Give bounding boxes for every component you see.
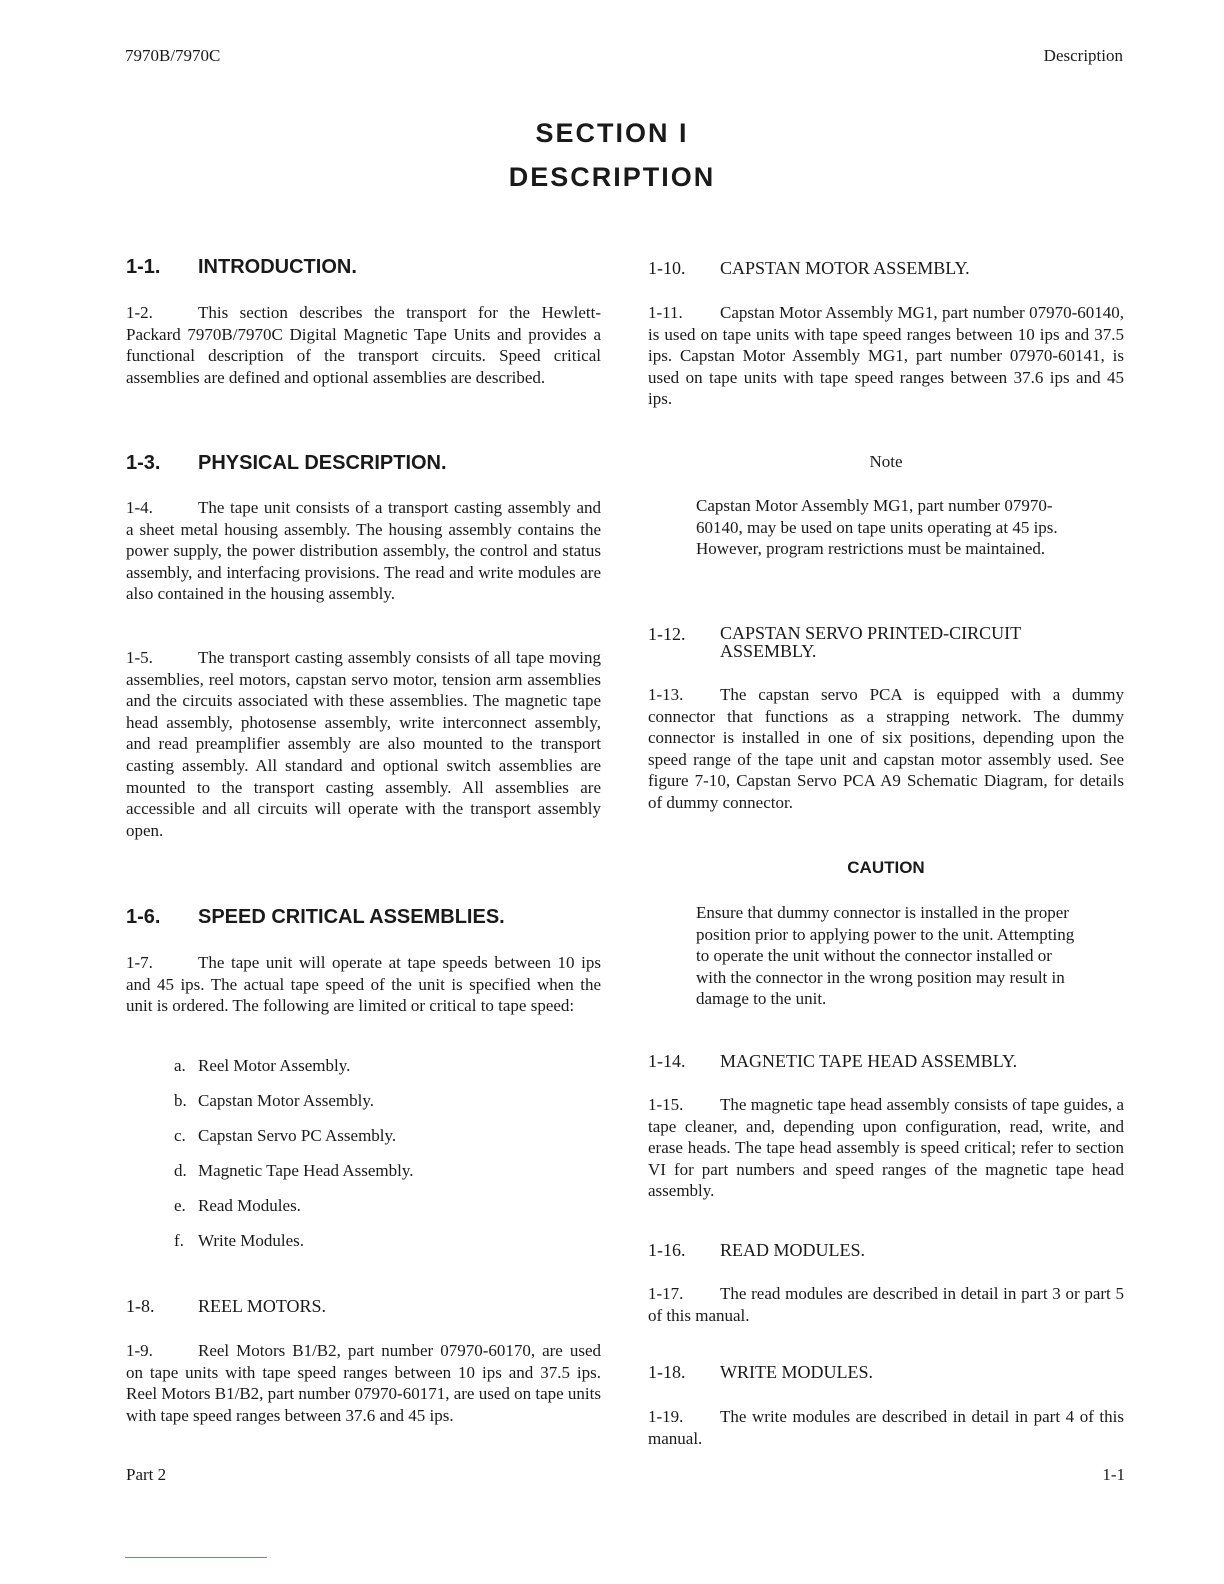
list-item: e. Read Modules. bbox=[174, 1196, 301, 1215]
paragraph-1-17 bbox=[648, 1283, 1124, 1326]
paragraph-1-15 bbox=[648, 1094, 1124, 1202]
section-title: SECTION I bbox=[535, 118, 689, 148]
footer-rule bbox=[125, 1557, 267, 1558]
paragraph-number: 1-13. bbox=[648, 685, 684, 704]
paragraph-1-19 bbox=[648, 1406, 1124, 1449]
heading-number: 1-10. bbox=[648, 258, 686, 278]
heading-number: 1-1. bbox=[126, 256, 161, 278]
paragraph-number: 1-19. bbox=[648, 1407, 684, 1426]
paragraph-1-2 bbox=[126, 302, 601, 388]
header-right: Description bbox=[1043, 46, 1123, 65]
paragraph-number: 1-17. bbox=[648, 1284, 684, 1303]
heading-text: PHYSICAL DESCRIPTION. bbox=[198, 452, 447, 474]
heading-number: 1-18. bbox=[648, 1362, 686, 1382]
section-subtitle: DESCRIPTION bbox=[508, 162, 716, 192]
paragraph-number: 1-15. bbox=[648, 1095, 684, 1114]
paragraph-number: 1-5. bbox=[126, 648, 153, 667]
paragraph-1-7 bbox=[126, 952, 601, 1017]
paragraph-text: This section describes the transport for the Hewlett-Packard 7970B/7970C Digital Magnetic Tape Units and provides a functional description of the transport circuits. Speed critical assemblies are defined and optional assemblies are described. bbox=[126, 303, 601, 387]
paragraph-1-11 bbox=[648, 302, 1124, 410]
heading-text-continued: ASSEMBLY. bbox=[720, 641, 817, 661]
paragraph-text: The tape unit consists of a transport casting assembly and a sheet metal housing assembly. The housing assembly contains the power supply, the power distribution assembly, the control and status assembly, and interfacing provisions. The read and write modules are also contained in the housing assembly. bbox=[126, 498, 601, 604]
list-item: d. Magnetic Tape Head Assembly. bbox=[174, 1161, 414, 1180]
paragraph-number: 1-7. bbox=[126, 953, 153, 972]
paragraph-1-5 bbox=[126, 647, 601, 841]
heading-number: 1-6. bbox=[126, 906, 161, 928]
paragraph-text: The read modules are described in detail in part 3 or part 5 of this manual. bbox=[648, 1284, 1124, 1325]
heading-text: SPEED CRITICAL ASSEMBLIES. bbox=[198, 906, 505, 928]
paragraph-number: 1-9. bbox=[126, 1341, 153, 1360]
paragraph-number: 1-2. bbox=[126, 303, 153, 322]
heading-number: 1-14. bbox=[648, 1051, 686, 1071]
heading-physical-description bbox=[126, 452, 447, 475]
heading-text: READ MODULES. bbox=[720, 1240, 866, 1260]
heading-capstan-servo bbox=[648, 624, 1021, 660]
heading-read-modules bbox=[648, 1240, 865, 1261]
paragraph-1-9 bbox=[126, 1340, 601, 1426]
heading-capstan-motor bbox=[648, 258, 970, 279]
paragraph-text: Reel Motors B1/B2, part number 07970-60170, are used on tape units with tape speed ranges between 10 ips and 37.5 ips. Reel Motors B1/B2, part number 07970-60171, are used on tape units with tape speed ranges between 37.6 and 45 ips. bbox=[126, 1341, 601, 1425]
note-text: Capstan Motor Assembly MG1, part number 07970-60140, may be used on tape units operating at 45 ips. However, program restrictions must be maintained. bbox=[696, 496, 1058, 559]
heading-number: 1-12. bbox=[648, 624, 686, 644]
paragraph-text: The write modules are described in detail in part 4 of this manual. bbox=[648, 1407, 1124, 1448]
heading-number: 1-16. bbox=[648, 1240, 686, 1260]
heading-text: MAGNETIC TAPE HEAD ASSEMBLY. bbox=[720, 1051, 1018, 1071]
heading-introduction bbox=[126, 256, 357, 279]
heading-tape-head bbox=[648, 1051, 1017, 1072]
header-left: 7970B/7970C bbox=[125, 46, 221, 65]
paragraph-number: 1-4. bbox=[126, 498, 153, 517]
list-item: a. Reel Motor Assembly. bbox=[174, 1056, 351, 1075]
paragraph-text: The magnetic tape head assembly consists of tape guides, a tape cleaner, and, depending upon configuration, read, write, and erase heads. The tape head assembly is speed critical; refer to section VI for part numbers and speed ranges of the magnetic tape head assembly. bbox=[648, 1095, 1124, 1201]
heading-text: CAPSTAN MOTOR ASSEMBLY. bbox=[720, 258, 970, 278]
list-item: c. Capstan Servo PC Assembly. bbox=[174, 1126, 397, 1145]
heading-speed-critical bbox=[126, 906, 505, 929]
footer-left: Part 2 bbox=[126, 1465, 167, 1484]
heading-text: CAPSTAN SERVO PRINTED-CIRCUIT bbox=[720, 623, 1022, 643]
paragraph-text: The capstan servo PCA is equipped with a dummy connector that functions as a strapping network. The dummy connector is installed in one of six positions, depending upon the speed range of the tape unit and capstan motor assembly used. See figure 7-10, Capstan Servo PCA A9 Schematic Diagram, for details of dummy connector. bbox=[648, 685, 1124, 812]
paragraph-number: 1-11. bbox=[648, 303, 683, 322]
paragraph-1-4 bbox=[126, 497, 601, 605]
paragraph-text: The tape unit will operate at tape speeds between 10 ips and 45 ips. The actual tape speed of the unit is specified when the unit is ordered. The following are limited or critical to tape speed: bbox=[126, 953, 601, 1016]
heading-text: INTRODUCTION. bbox=[198, 256, 357, 278]
list-item: b. Capstan Motor Assembly. bbox=[174, 1091, 374, 1110]
heading-write-modules bbox=[648, 1362, 873, 1383]
heading-number: 1-3. bbox=[126, 452, 161, 474]
paragraph-text: The transport casting assembly consists of all tape moving assemblies, reel motors, capstan servo motor, tension arm assemblies and the circuits associated with these assemblies. The magnetic tape head assembly, photosense assembly, write interconnect assembly, and read preamplifier assembly are also mounted to the transport casting assembly. All standard and optional switch assemblies are mounted to the transport casting assembly. All assemblies are accessible and all circuits will operate with the transport assembly open. bbox=[126, 648, 601, 840]
list-item: f. Write Modules. bbox=[174, 1231, 305, 1250]
footer-right: 1-1 bbox=[1102, 1465, 1125, 1484]
heading-reel-motors bbox=[126, 1296, 326, 1317]
note-label: Note bbox=[869, 452, 903, 471]
paragraph-text: Capstan Motor Assembly MG1, part number 07970-60140, is used on tape units with tape speed ranges between 10 ips and 37.5 ips. Capstan Motor Assembly MG1, part number 07970-60141, is used on tape units with tape speed ranges between 37.6 ips and 45 ips. bbox=[648, 303, 1124, 409]
paragraph-1-13 bbox=[648, 684, 1124, 814]
heading-number: 1-8. bbox=[126, 1296, 155, 1316]
caution-text: Ensure that dummy connector is installed in the proper position prior to applying power to the unit. Attempting to operate the unit without the connector installed or with the connector in the wrong position may result in damage to the unit. bbox=[696, 903, 1075, 1009]
heading-text: REEL MOTORS. bbox=[198, 1296, 327, 1316]
heading-text: WRITE MODULES. bbox=[720, 1362, 873, 1382]
caution-label: CAUTION bbox=[847, 858, 925, 877]
